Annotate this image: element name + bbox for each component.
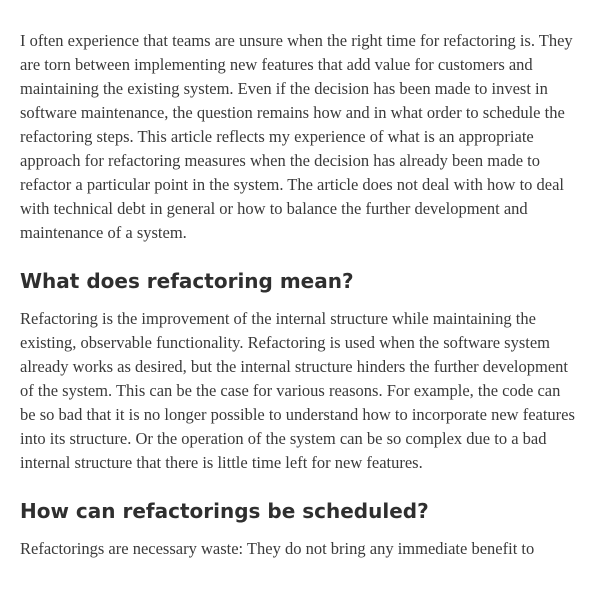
section-heading-scheduling: How can refactorings be scheduled? [20,499,429,523]
refactoring-meaning-paragraph: Refactoring is the improvement of the internal structure while maintaining the existing, observable functionality. Refactoring is used when the software system already works as desired, but the internal structure hinders the further development of the system. This can be the case for various reasons. For example, the code can be so bad that it is no longer possible to understand how to incorporate new features into its structure. Or the operation of the system can be so complex due to a bad internal structure that there is little time left for new features. [20,309,575,472]
intro-paragraph: I often experience that teams are unsure when the right time for refactoring is. They are torn between implementing new features that add value for customers and maintaining the existing system. Even if the decision has been made to invest in software maintenance, the question remains how and in what order to schedule the refactoring steps. This article reflects my experience of what is an appropriate approach for refactoring measures when the decision has already been made to refactor a particular point in the system. The article does not deal with how to deal with technical debt in general or how to balance the further development and maintenance of a system. [20,31,573,242]
scheduling-paragraph: Refactorings are necessary waste: They do not bring any immediate benefit to [20,539,535,558]
section-heading-refactoring-meaning: What does refactoring mean? [20,269,354,293]
article [20,0,580,561]
